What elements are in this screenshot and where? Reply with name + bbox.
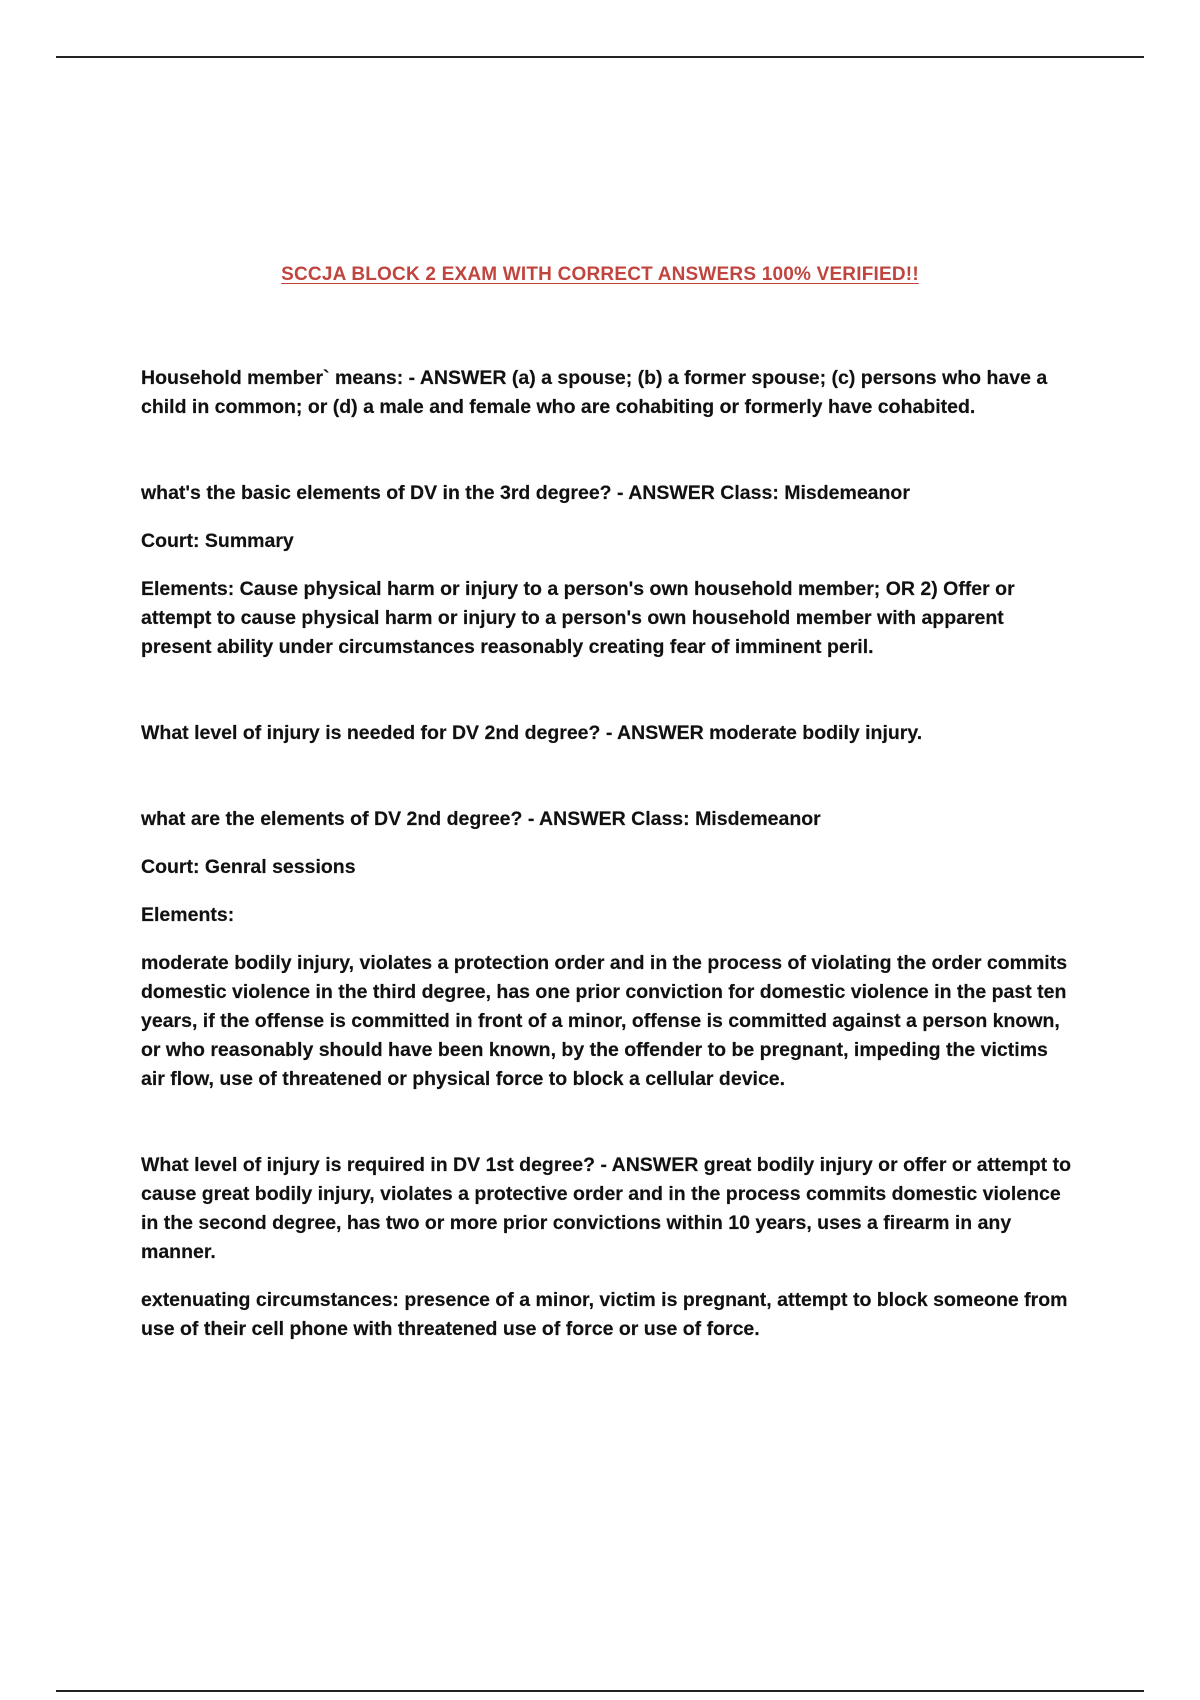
qa-block-dv-2nd-elements	[141, 805, 1071, 1094]
elements-label: Elements:	[141, 904, 235, 926]
elements-paragraph: Elements: Cause physical harm or injury to a person's own household member; OR 2) Offer or attempt to cause physical harm or injury to a person's own household member with apparent present ability under circumstances reasonably creating fear of imminent peril.	[141, 578, 1015, 658]
bottom-rule	[56, 1690, 1144, 1692]
question-paragraph: what's the basic elements of DV in the 3rd degree? - ANSWER Class: Misdemeanor	[141, 482, 910, 504]
qa-block-dv-2nd-injury	[141, 719, 1071, 748]
court-paragraph: Court: Summary	[141, 530, 294, 552]
document-title: SCCJA BLOCK 2 EXAM WITH CORRECT ANSWERS 100% VERIFIED!!	[281, 264, 919, 285]
extenuating-paragraph: extenuating circumstances: presence of a minor, victim is pregnant, attempt to block someone from use of their cell phone with threatened use of force or use of force.	[141, 1289, 1068, 1340]
question-paragraph: What level of injury is required in DV 1st degree? - ANSWER great bodily injury or offer or attempt to cause great bodily injury, violates a protective order and in the process commits domestic violence in the second degree, has two or more prior convictions within 10 years, uses a firearm in any manner.	[141, 1154, 1071, 1263]
court-paragraph: Court: Genral sessions	[141, 856, 356, 878]
elements-paragraph: moderate bodily injury, violates a protection order and in the process of violating the order commits domestic violence in the third degree, has one prior conviction for domestic violence in the past ten years, if the offense is committed in front of a minor, offense is committed against a person known, or who reasonably should have been known, by the offender to be pregnant, impeding the victims air flow, use of threatened or physical force to block a cellular device.	[141, 952, 1068, 1090]
document-body	[141, 364, 1071, 1363]
top-rule	[56, 56, 1144, 58]
answer-paragraph: Household member` means: - ANSWER (a) a spouse; (b) a former spouse; (c) persons who have a child in common; or (d) a male and female who are cohabiting or formerly have cohabited.	[141, 367, 1048, 418]
qa-block-dv-3rd-degree	[141, 479, 1071, 662]
qa-block-household-member	[141, 364, 1071, 422]
question-paragraph: what are the elements of DV 2nd degree? - ANSWER Class: Misdemeanor	[141, 808, 821, 830]
qa-block-dv-1st-degree	[141, 1151, 1071, 1344]
question-paragraph: What level of injury is needed for DV 2nd degree? - ANSWER moderate bodily injury.	[141, 722, 923, 744]
